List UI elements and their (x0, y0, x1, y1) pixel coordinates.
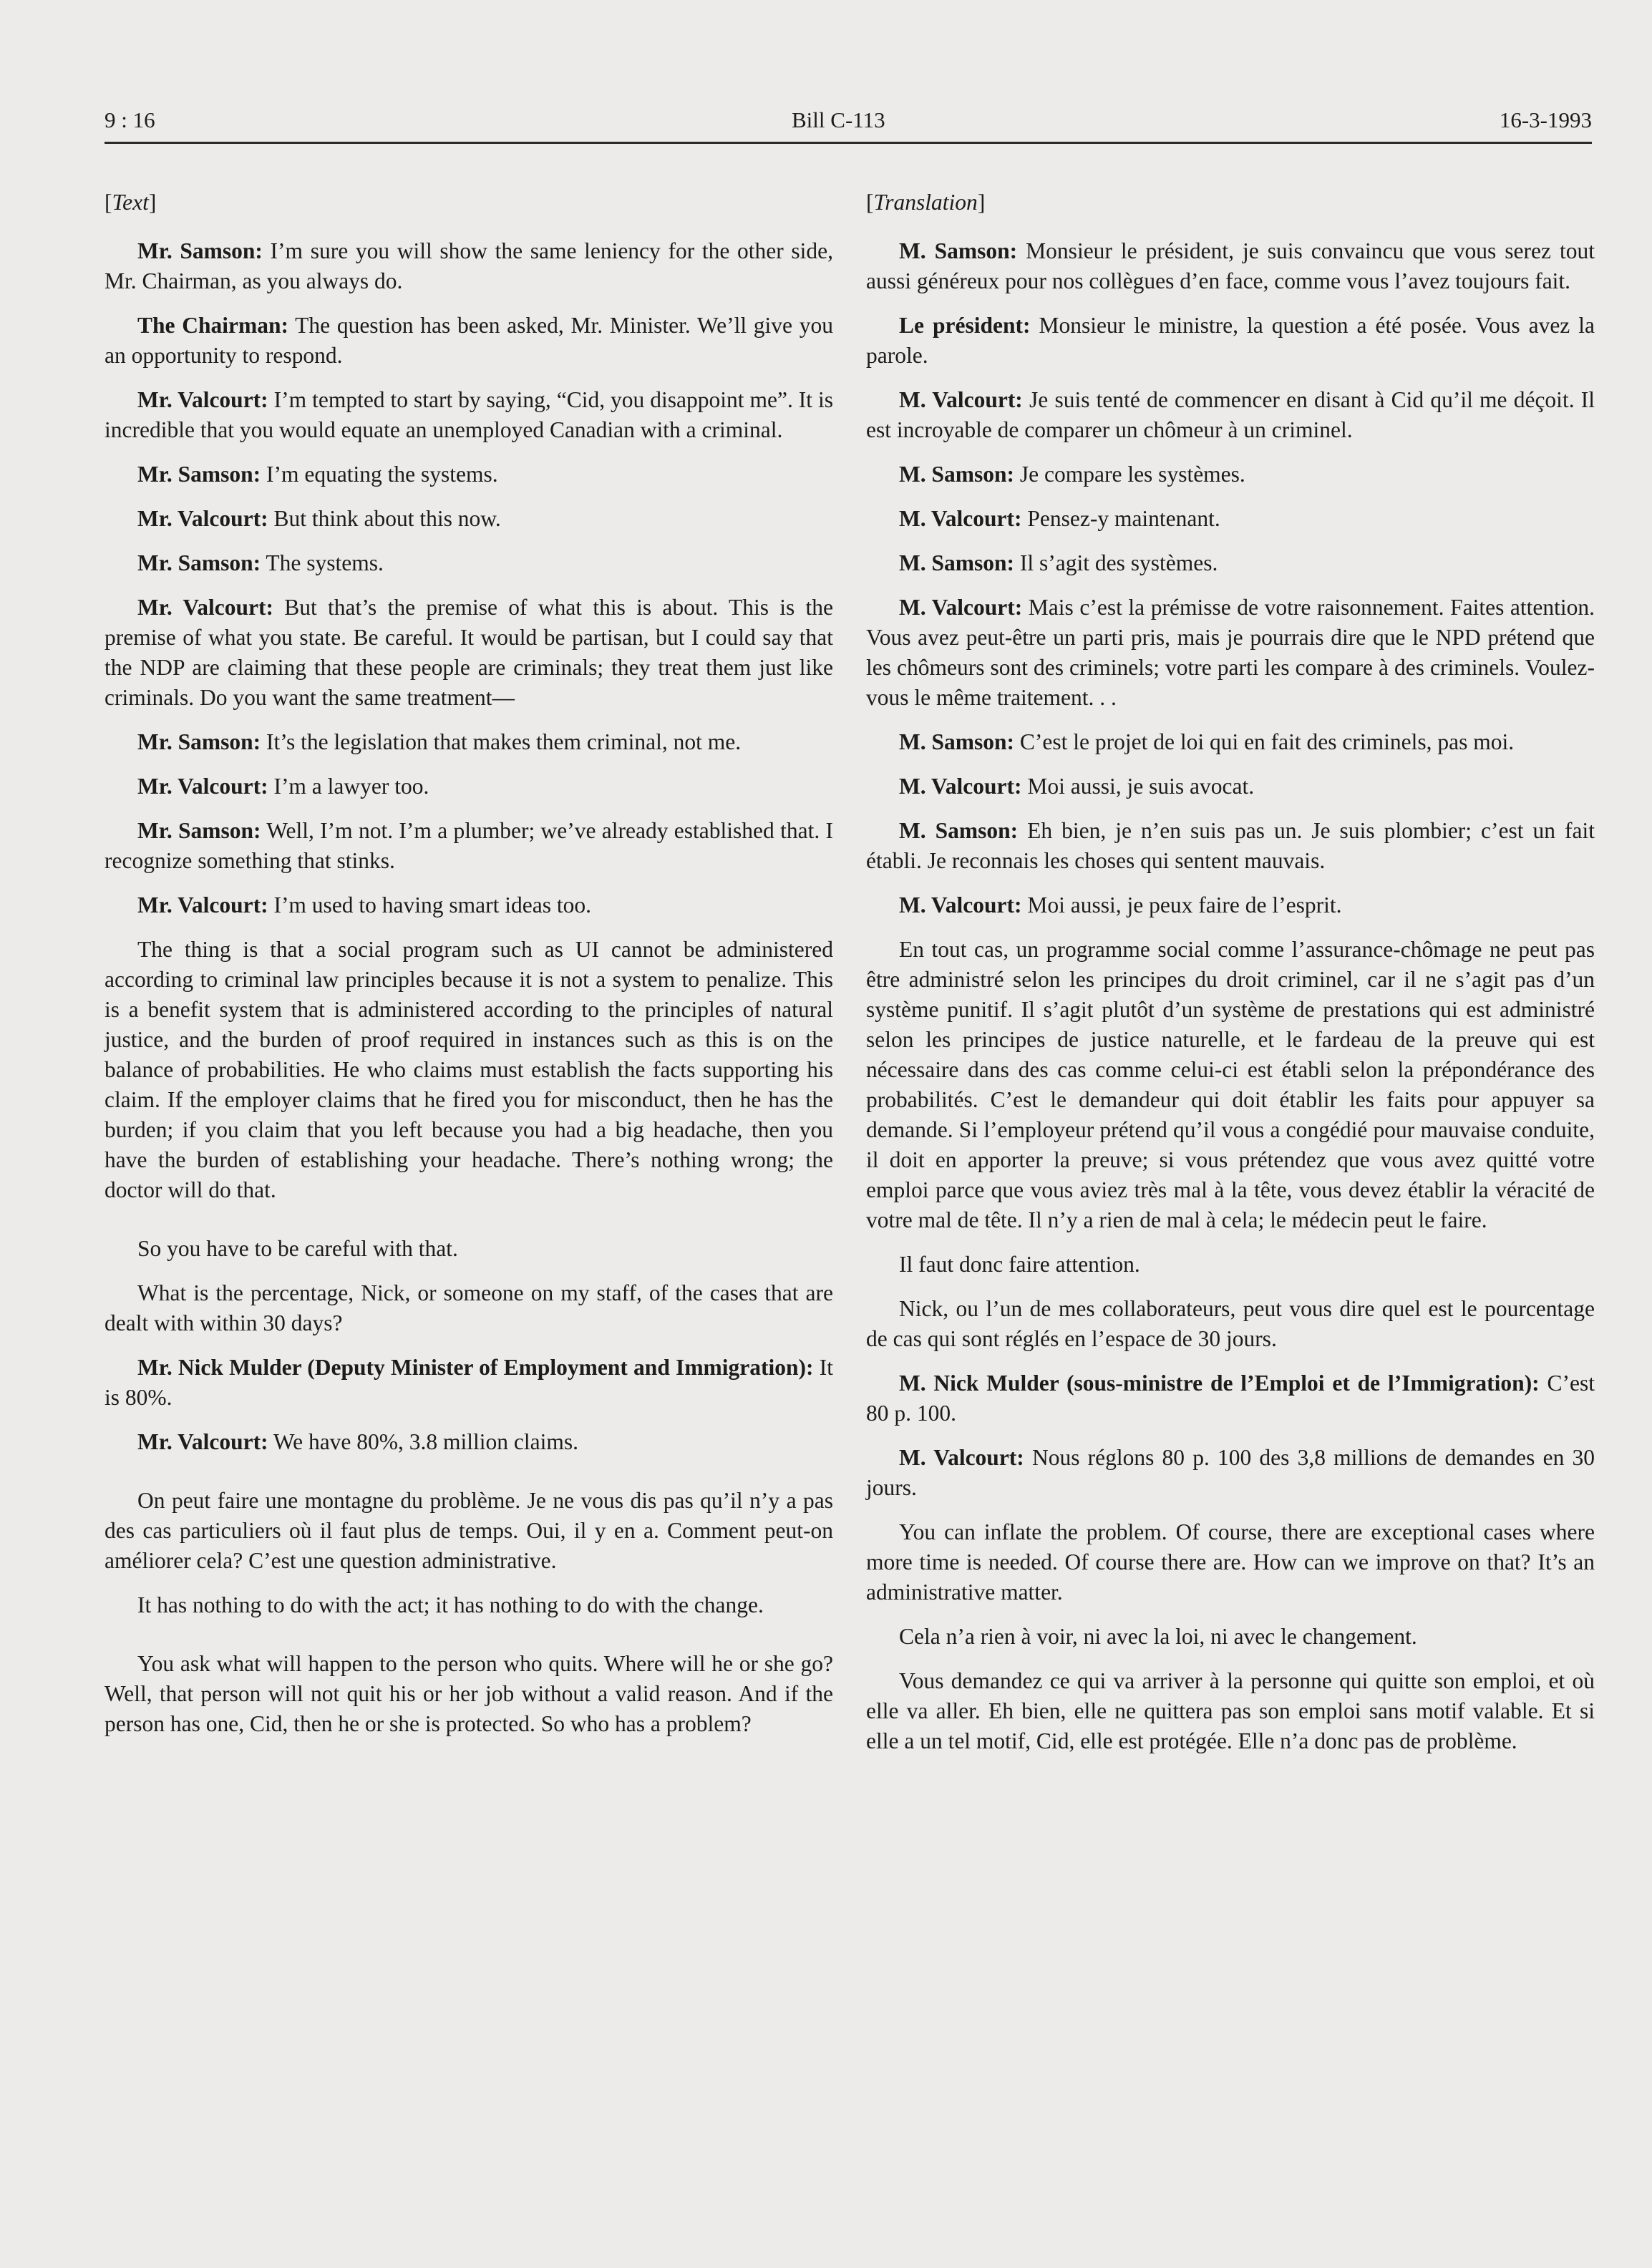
header-rule (105, 142, 1592, 144)
paragraph-text: It is 80%. (105, 1355, 833, 1410)
sitting-date: 16-3-1993 (1499, 107, 1592, 132)
paragraph-text: Je suis tenté de commencer en disant à Cid qu’il me déçoit. Il est incroyable de comparer un chômeur à un criminel. (866, 387, 1595, 442)
speaker-name: Mr. Valcourt: (137, 892, 268, 918)
paragraph-text: Il faut donc faire attention. (899, 1252, 1140, 1277)
speech-paragraph (105, 772, 833, 802)
paragraph-text: Eh bien, je n’en suis pas un. Je suis plombier; c’est un fait établi. Je reconnais les choses qui sentent mauvais. (866, 818, 1595, 873)
speech-paragraph (105, 504, 833, 534)
paragraph-text: I’m used to having smart ideas too. (268, 892, 591, 918)
paragraph-text: I’m a lawyer too. (268, 774, 429, 799)
paragraph-text: Well, I’m not. I’m a plumber; we’ve already established that. I recognize something that stinks. (105, 818, 833, 873)
speech-paragraph (105, 236, 833, 296)
paragraph-text: The systems. (261, 550, 384, 575)
speaker-name: Mr. Samson: (137, 818, 261, 843)
paragraph (105, 935, 833, 1205)
speech-paragraph (866, 1443, 1595, 1503)
paragraph-text: It has nothing to do with the act; it has nothing to do with the change. (137, 1592, 764, 1617)
paragraph-text: I’m sure you will show the same leniency for the other side, Mr. Chairman, as you always do. (105, 238, 833, 293)
paragraph (105, 1649, 833, 1739)
speech-paragraph (866, 727, 1595, 757)
paragraph-text: What is the percentage, Nick, or someone on my staff, of the cases that are dealt with within 30 days? (105, 1280, 833, 1335)
speaker-name: Mr. Samson: (137, 550, 261, 575)
paragraph-text: Mais c’est la prémisse de votre raisonnement. Faites attention. Vous avez peut-être un parti pris, mais je pourrais dire que le NPD prétend que les chômeurs sont des criminels; votre parti les compare à des criminels. Voulez-vous le même traitement. . . (866, 595, 1595, 710)
paragraph (105, 1234, 833, 1264)
speech-paragraph (105, 459, 833, 490)
speaker-name: M. Valcourt: (899, 774, 1022, 799)
speaker-name: Mr. Valcourt: (137, 387, 268, 412)
paragraph-text: En tout cas, un programme social comme l’assurance-chômage ne peut pas être administré selon les principes du droit criminel, car il ne s’agit pas d’un système punitif. Il s’agit plutôt d’un système de prestations qui est administré selon les principes de justice naturelle, et le fardeau de la preuve qui est nécessaire dans des cas comme celui-ci est établi selon la prépondérance des probabilités. C’est le demandeur qui doit établir les faits pour appuyer sa demande. Si l’employeur prétend qu’il vous a congédié pour mauvaise conduite, il doit en apporter la preuve; si vous prétendez que vous avez quitté votre emploi parce que vous aviez très mal à la tête, vous devez établir la véracité de votre mal de tête. Il n’y a rien de mal à cela; le médecin peut le faire. (866, 937, 1595, 1232)
speech-paragraph (866, 236, 1595, 296)
page-number: 9 : 16 (105, 107, 155, 132)
paragraph (866, 1622, 1595, 1652)
speaker-name: M. Samson: (899, 238, 1018, 263)
speaker-name: Mr. Samson: (137, 238, 263, 263)
bill-title: Bill C-113 (792, 107, 885, 132)
paragraph-text: I’m tempted to start by saying, “Cid, you disappoint me”. It is incredible that you would equate an unemployed Canadian with a criminal. (105, 387, 833, 442)
paragraph-text: Je compare les systèmes. (1014, 462, 1245, 487)
paragraph-text: Il s’agit des systèmes. (1014, 550, 1218, 575)
french-column (866, 188, 1595, 1771)
paragraph-text: You ask what will happen to the person who quits. Where will he or she go? Well, that person will not quit his or her job without a valid reason. And if the person has one, Cid, then he or she is protected. So who has a problem? (105, 1651, 833, 1736)
speaker-name: Le président: (899, 313, 1031, 338)
paragraph-text: But think about this now. (268, 506, 501, 531)
speaker-name: Mr. Samson: (137, 462, 261, 487)
speech-paragraph (866, 504, 1595, 534)
paragraph-text: Monsieur le ministre, la question a été posée. Vous avez la parole. (866, 313, 1595, 368)
speech-paragraph (105, 1353, 833, 1413)
speaker-name: M. Valcourt: (899, 595, 1023, 620)
speaker-name: M. Samson: (899, 550, 1015, 575)
paragraph-text: On peut faire une montagne du problème. Je ne vous dis pas qu’il n’y a pas des cas particuliers où il faut plus de temps. Oui, il y en a. Comment peut-on améliorer cela? C’est une question administrative. (105, 1488, 833, 1573)
paragraph (105, 1590, 833, 1620)
paragraph-text: Pensez-y maintenant. (1021, 506, 1220, 531)
speaker-name: Mr. Valcourt: (137, 774, 268, 799)
paragraph-text: We have 80%, 3.8 million claims. (268, 1429, 579, 1454)
speech-paragraph (866, 311, 1595, 371)
speaker-name: Mr. Valcourt: (137, 595, 273, 620)
speech-paragraph (866, 772, 1595, 802)
speaker-name: M. Samson: (899, 729, 1015, 754)
speech-paragraph (866, 459, 1595, 490)
speaker-name: M. Samson: (899, 462, 1015, 487)
paragraph (105, 1486, 833, 1576)
paragraph-text: It’s the legislation that makes them criminal, not me. (261, 729, 742, 754)
paragraph-text: C’est le projet de loi qui en fait des criminels, pas moi. (1014, 729, 1515, 754)
paragraph (866, 1294, 1595, 1354)
paragraph-text: C’est 80 p. 100. (866, 1371, 1595, 1426)
speech-paragraph (105, 593, 833, 713)
speech-paragraph (866, 1368, 1595, 1429)
paragraph-text: You can inflate the problem. Of course, there are exceptional cases where more time is needed. Of course there are. How can we improve on that? It’s an administrative matter. (866, 1519, 1595, 1605)
speaker-name: M. Nick Mulder (sous-ministre de l’Emploi et de l’Immigration): (899, 1371, 1540, 1396)
speech-paragraph (866, 593, 1595, 713)
speaker-name: The Chairman: (137, 313, 288, 338)
speaker-name: Mr. Valcourt: (137, 506, 268, 531)
speaker-name: M. Valcourt: (899, 1445, 1024, 1470)
paragraph-text: But that’s the premise of what this is about. This is the premise of what you state. Be careful. It would be partisan, but I could say that the NDP are claiming that these people are criminals; they treat them just like criminals. Do you want the same treatment— (105, 595, 834, 710)
paragraph-text: The question has been asked, Mr. Minister. We’ll give you an opportunity to respond. (105, 313, 833, 368)
paragraph-text: Monsieur le président, je suis convaincu que vous serez tout aussi généreux pour nos collègues d’en face, comme vous l’avez toujours fait. (866, 238, 1595, 293)
speech-paragraph (105, 727, 833, 757)
paragraph-text: Moi aussi, je peux faire de l’esprit. (1021, 892, 1342, 918)
speaker-name: M. Valcourt: (899, 506, 1022, 531)
paragraph (866, 1517, 1595, 1607)
paragraph-text: So you have to be careful with that. (137, 1236, 458, 1261)
paragraph-text: Vous demandez ce qui va arriver à la personne qui quitte son emploi, et où elle va aller. Eh bien, elle ne quittera pas son emploi sans motif valable. Et si elle a un tel motif, Cid, elle est protégée. Elle n’a donc pas de problème. (866, 1668, 1595, 1753)
paragraph-text: Moi aussi, je suis avocat. (1021, 774, 1255, 799)
paragraph-text: Nous réglons 80 p. 100 des 3,8 millions de demandes en 30 jours. (866, 1445, 1595, 1500)
paragraph-text: I’m equating the systems. (261, 462, 498, 487)
paragraph (866, 1250, 1595, 1280)
paragraph (866, 1666, 1595, 1756)
speech-paragraph (105, 311, 833, 371)
speaker-name: Mr. Samson: (137, 729, 261, 754)
speech-paragraph (866, 890, 1595, 920)
paragraph-text: The thing is that a social program such as UI cannot be administered according to criminal law principles because it is not a system to penalize. This is a benefit system that is administered according to the principles of natural justice, and the burden of proof required in instances such as this is on the balance of probabilities. He who claims must establish the facts supporting his claim. If the employer claims that he fired you for misconduct, then he has the burden; if you claim that you left because you had a big headache, then you have the burden of establishing your headache. There’s nothing wrong; the doctor will do that. (105, 937, 833, 1202)
paragraph-text: Cela n’a rien à voir, ni avec la loi, ni avec le changement. (899, 1624, 1417, 1649)
english-column (105, 188, 833, 1753)
paragraph-text: Nick, ou l’un de mes collaborateurs, peut vous dire quel est le pourcentage de cas qui sont réglés en l’espace de 30 jours. (866, 1296, 1595, 1351)
page-header (105, 107, 1592, 139)
speech-paragraph (105, 1427, 833, 1457)
speech-paragraph (105, 816, 833, 876)
speaker-name: M. Valcourt: (899, 387, 1023, 412)
column-heading: [Translation] (866, 190, 986, 215)
speech-paragraph (105, 385, 833, 445)
speech-paragraph (105, 890, 833, 920)
speaker-name: Mr. Nick Mulder (Deputy Minister of Employment and Immigration): (137, 1355, 814, 1380)
speech-paragraph (105, 548, 833, 578)
speech-paragraph (866, 816, 1595, 876)
speaker-name: M. Valcourt: (899, 892, 1022, 918)
speech-paragraph (866, 385, 1595, 445)
speech-paragraph (866, 548, 1595, 578)
paragraph (105, 1278, 833, 1338)
speaker-name: Mr. Valcourt: (137, 1429, 268, 1454)
speaker-name: M. Samson: (899, 818, 1019, 843)
column-heading: [Text] (105, 190, 157, 215)
paragraph (866, 935, 1595, 1235)
